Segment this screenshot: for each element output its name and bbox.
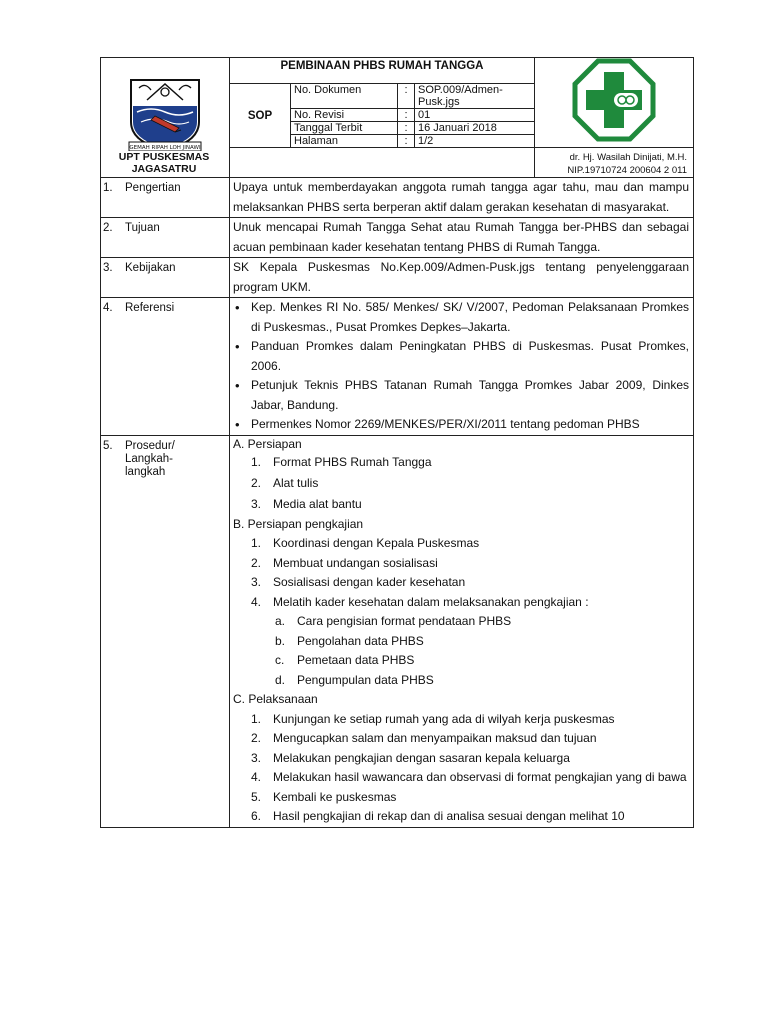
list-item: 1. Koordinasi dengan Kepala Puskesmas	[251, 536, 480, 550]
label-tujuan: Tujuan	[125, 222, 160, 234]
section-c-list	[233, 710, 689, 827]
row-tujuan: 2. Tujuan Unuk mencapai Rumah Tangga Sehat atau Rumah Tangga ber-PHBS dan sebagai acuan pembinaan kader kesehatan tentang PHBS di Rumah Tangga.	[101, 218, 694, 258]
row-referensi: 4. Referensi • Kep. Menkes RI No. 585/ Menkes/ SK/ V/2007, Pedoman Pelaksanaan Promkes di Puskesmas., Pusat Promkes Depkes–Jakarta. • Panduan Promkes dalam Peningkatan PHBS di Puskesmas. Pusat Promkes, 2006. • Petunjuk Teknis PHBS Tatanan Rumah Tangga Promkes Jabar 2009, Dinkes Jabar, Bandung. • Permenkes Nomor 2269/MENKES/PER/XI/2011 tentang pedoman PHBS	[101, 298, 694, 436]
label-pengertian: Pengertian	[125, 182, 181, 194]
row-kebijakan: 3. Kebijakan SK Kepala Puskesmas No.Kep.009/Admen-Pusk.jgs tentang penyelenggaraan program UKM.	[101, 258, 694, 298]
section-a-list	[233, 452, 689, 515]
org-name-line-2: JAGASATRU	[131, 163, 197, 175]
meta-row-tanggal-terbit: Tanggal Terbit : 16 Januari 2018	[291, 122, 534, 135]
list-item: b. Pengolahan data PHBS	[275, 633, 424, 648]
puskesmas-logo-cell	[535, 58, 694, 148]
meta-row-no-revisi: No. Revisi : 01	[291, 109, 534, 122]
list-item: c. Pemetaan data PHBS	[275, 653, 415, 667]
list-item: 4. Melatih kader kesehatan dalam melaksanakan pengkajian :	[251, 594, 589, 609]
list-item: 2. Mengucapkan salam dan menyampaikan maksud dan tujuan	[251, 731, 597, 745]
text-kebijakan: SK Kepala Puskesmas No.Kep.009/Admen-Pusk.jgs tentang penyelenggaraan program UKM.	[233, 260, 689, 294]
label-referensi: Referensi	[125, 302, 175, 314]
text-tujuan: Unuk mencapai Rumah Tangga Sehat atau Rumah Tangga ber-PHBS dan sebagai acuan pembinaan kader kesehatan tentang PHBS di Rumah Tangga.	[233, 220, 689, 254]
referensi-list	[233, 298, 689, 435]
sop-label: SOP	[230, 84, 291, 148]
meta-rows	[291, 84, 534, 147]
header-meta-table	[230, 58, 534, 147]
list-item: 1. Format PHBS Rumah Tangga	[251, 454, 432, 469]
list-item: • Panduan Promkes dalam Peningkatan PHBS di Puskesmas. Pusat Promkes, 2006.	[251, 337, 689, 376]
list-item: 4. Melakukan hasil wawancara dan observasi di format pengkajian yang di bawa	[251, 770, 687, 784]
list-item: 2. Membuat undangan sosialisasi	[251, 555, 438, 570]
list-item: 5. Kembali ke puskesmas	[251, 789, 397, 804]
row-prosedur: 5. Prosedur/ Langkah- langkah A. Persiapan 1. Format PHBS Rumah Tangga 2. Alat tulis 3. Media alat bantu B. Persiapan pengkajian 1. Koordinasi dengan Kepala Puskesmas 2. Membuat undangan sosialisasi 3. Sosialisasi dengan kader kesehatan 4. Melatih kader kesehatan dalam melaksanakan pengkajian : a. Cara pengisian format pendataan PHBS b. Pengolahan data PHBS c. Pemetaan data PHBS d. Pengumpulan data PHBS C. Pelaksanaan 1. Kunjungan ke setiap rumah yang ada di wilyah kerja puskesmas 2. Mengucapkan salam dan menyampaikan maksud dan tujuan 3. Melakukan pengkajian dengan sasaran kepala keluarga 4. Melakukan hasil wawancara dan observasi di format pengkajian yang di bawa 5. Kembali ke puskesmas 6. Hasil pengkajian di rekap dan di analisa sesuai dengan melihat 10	[101, 435, 694, 827]
signature-cell	[535, 148, 694, 178]
text-pengertian: Upaya untuk memberdayakan anggota rumah tangga agar tahu, mau dan mampu melaksankan PHBS serta berperan aktif dalam gerakan kesehatan di masyarakat.	[233, 180, 689, 214]
label-kebijakan: Kebijakan	[125, 262, 176, 274]
signer-name: dr. Hj. Wasilah Dinijati, M.H.	[569, 152, 687, 163]
cirebon-regency-logo-icon	[117, 76, 213, 154]
section-b4-list	[233, 612, 689, 690]
header-center-cell	[230, 58, 535, 148]
list-item: 6. Hasil pengkajian di rekap dan di analisa sesuai dengan melihat 10	[251, 809, 625, 823]
list-item: 3. Media alat bantu	[251, 496, 362, 511]
section-a-title: A. Persiapan	[233, 436, 302, 451]
list-item: 2. Alat tulis	[251, 475, 319, 490]
section-c-title: C. Pelaksanaan	[233, 692, 318, 706]
org-name-block	[101, 151, 227, 175]
label-prosedur: Prosedur/ Langkah- langkah	[125, 439, 175, 478]
list-item: 3. Melakukan pengkajian dengan sasaran kepala keluarga	[251, 750, 570, 765]
list-item: 1. Kunjungan ke setiap rumah yang ada di wilyah kerja puskesmas	[251, 711, 615, 726]
list-item: 3. Sosialisasi dengan kader kesehatan	[251, 575, 466, 589]
meta-row-no-dokumen: No. Dokumen : SOP.009/Admen-Pusk.jgs	[291, 84, 534, 109]
puskesmas-logo-icon	[572, 58, 656, 142]
logo-motto-text: GEMAH RIPAH LOH JINAWI	[129, 145, 201, 151]
list-item: a. Cara pengisian format pendataan PHBS	[275, 614, 512, 628]
list-item: • Petunjuk Teknis PHBS Tatanan Rumah Tangga Promkes Jabar 2009, Dinkes Jabar, Bandung.	[251, 376, 689, 415]
list-item: • Kep. Menkes RI No. 585/ Menkes/ SK/ V/2007, Pedoman Pelaksanaan Promkes di Puskesmas., Pusat Promkes Depkes–Jakarta.	[251, 298, 689, 337]
row-pengertian: 1. Pengertian Upaya untuk memberdayakan anggota rumah tangga agar tahu, mau dan mampu melaksankan PHBS serta berperan aktif dalam gerakan kesehatan di masyarakat.	[101, 178, 694, 218]
signer-nip: NIP.19710724 200604 2 011	[567, 164, 687, 176]
meta-row-halaman: Halaman : 1/2	[291, 135, 534, 148]
section-b-list	[233, 534, 689, 612]
list-item: • Permenkes Nomor 2269/MENKES/PER/XI/2011 tentang pedoman PHBS	[251, 415, 689, 435]
org-name-line-1: UPT PUSKESMAS	[118, 151, 210, 163]
document-title: PEMBINAAN PHBS RUMAH TANGGA	[230, 58, 534, 84]
list-item: d. Pengumpulan data PHBS	[275, 672, 434, 687]
section-b-title: B. Persiapan pengkajian	[233, 516, 364, 531]
